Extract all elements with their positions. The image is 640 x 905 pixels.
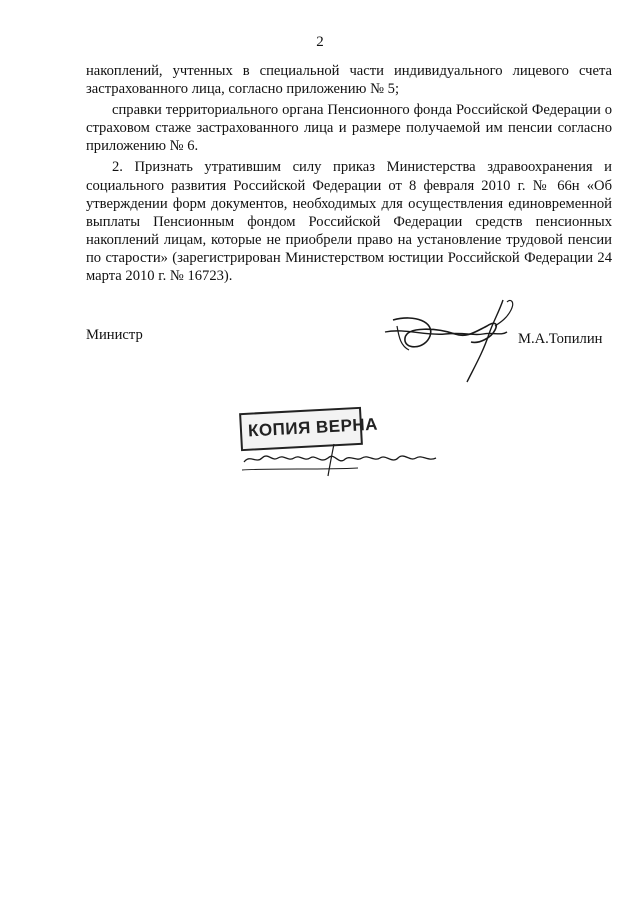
paragraph-1: накоплений, учтенных в специальной части индивидуального лицевого счета застрахованного лица, согласно приложению № 5;	[86, 63, 612, 98]
minister-title: Министр	[86, 327, 143, 343]
paragraph-2: справки территориального органа Пенсионного фонда Российской Федерации о страховом стаже застрахованного лица и размере получаемой им пенсии согласно приложению № 6.	[86, 102, 612, 155]
stamp-label: КОПИЯ ВЕРНА	[247, 414, 379, 441]
handwritten-note-image	[238, 440, 448, 480]
minister-name: М.А.Топилин	[518, 331, 603, 347]
paragraph-3: 2. Признать утратившим силу приказ Министерства здравоохранения и социального развития Российской Федерации от 8 февраля 2010 г. № 66н «Об утверждении форм документов, необходимых для осуществления единовременной выплаты Пенсионным фондом Российской Федерации средств пенсионных накоплений лицам, которые не приобрели право на установление трудовой пенсии по старости» (зарегистрирован Министерством юстиции Российской Федерации 24 марта 2010 г. № 16723).	[86, 159, 612, 285]
document-body	[86, 62, 612, 288]
signature-image	[375, 292, 525, 392]
page-number: 2	[316, 34, 324, 50]
